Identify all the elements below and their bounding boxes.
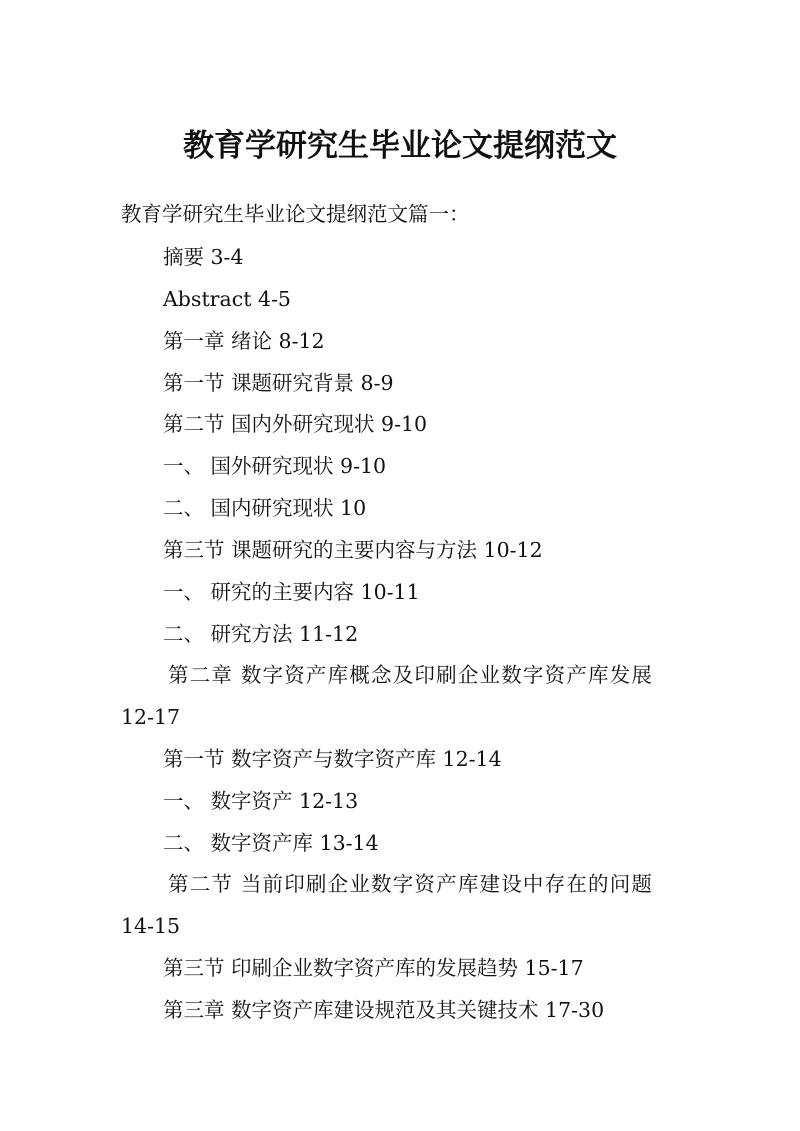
toc-entry-chapter-1: 第一章 绪论 8-12 — [163, 329, 325, 353]
toc-entry-1-3-1: 一、 研究的主要内容 10-11 — [163, 580, 420, 604]
toc-entry-2-1: 第一节 数字资产与数字资产库 12-14 — [163, 747, 502, 771]
toc-entry-abstract-en: Abstract 4-5 — [163, 287, 291, 311]
toc-entry-chapter-3: 第三章 数字资产库建设规范及其关键技术 17-30 — [163, 998, 605, 1022]
toc-entry-2-1-1: 一、 数字资产 12-13 — [163, 789, 359, 813]
toc-entry-2-1-2: 二、 数字资产库 13-14 — [163, 831, 379, 855]
toc-entry-2-3: 第三节 印刷企业数字资产库的发展趋势 15-17 — [163, 956, 584, 980]
page-title: 教育学研究生毕业论文提纲范文 — [183, 128, 617, 164]
toc-entry-1-2: 第二节 国内外研究现状 9-10 — [163, 412, 428, 436]
toc-entry-1-2-1: 一、 国外研究现状 9-10 — [163, 454, 387, 478]
toc-entry-2-2: 第二节 当前印刷企业数字资产库建设中存在的问题 — [168, 872, 654, 896]
toc-entry-abstract-cn: 摘要 3-4 — [163, 245, 244, 269]
toc-entry-1-3-2: 二、 研究方法 11-12 — [163, 622, 359, 646]
toc-entry-1-2-2: 二、 国内研究现状 10 — [163, 496, 367, 520]
toc-entry-2-2-pages: 14-15 — [121, 914, 181, 938]
toc-entry-1-3: 第三节 课题研究的主要内容与方法 10-12 — [163, 538, 543, 562]
toc-entry-chapter-2: 第二章 数字资产库概念及印刷企业数字资产库发展 — [168, 663, 654, 687]
toc-entry-chapter-2-pages: 12-17 — [121, 705, 181, 729]
section-heading: 教育学研究生毕业论文提纲范文篇一： — [121, 202, 470, 226]
toc-entry-1-1: 第一节 课题研究背景 8-9 — [163, 371, 394, 395]
